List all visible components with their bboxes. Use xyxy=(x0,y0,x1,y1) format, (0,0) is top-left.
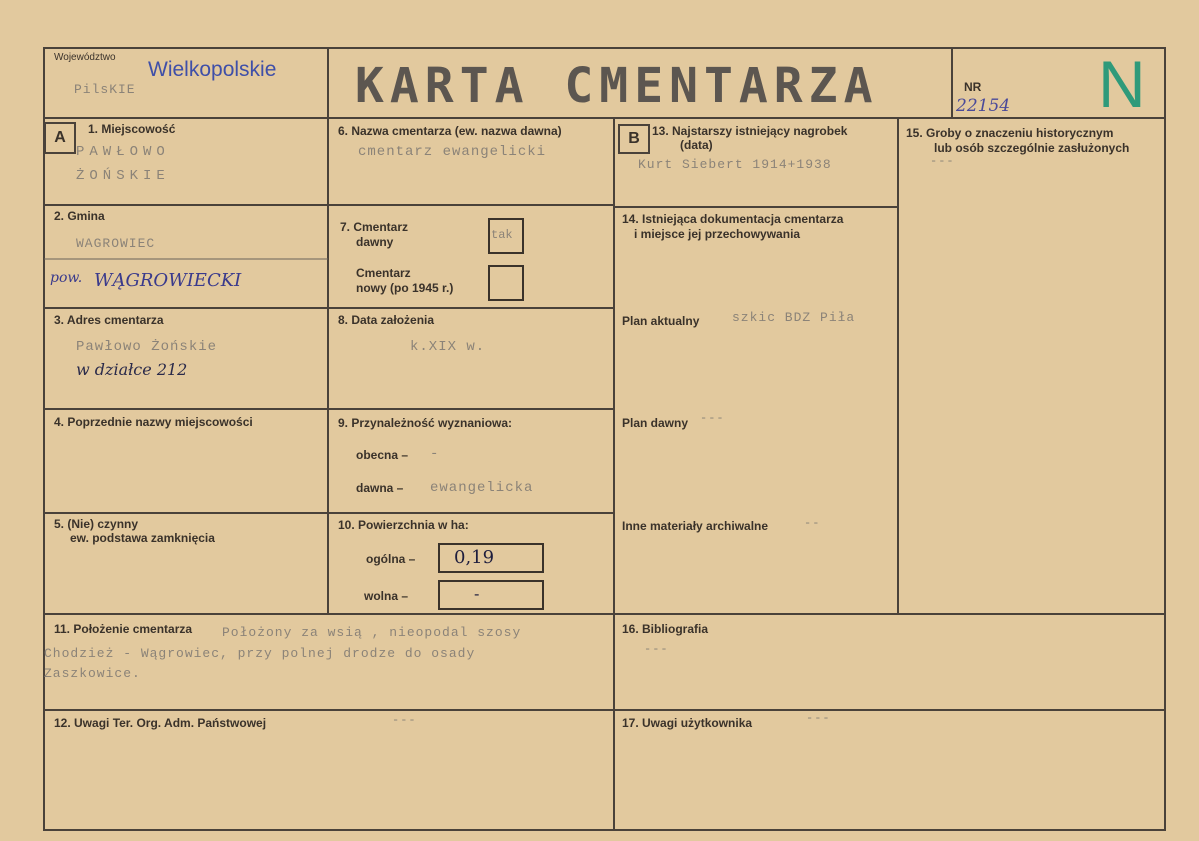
card-title: KARTA CMENTARZA xyxy=(355,58,879,114)
field-6-label: 6. Nazwa cmentarza (ew. nazwa dawna) xyxy=(338,124,562,138)
field-11-label: 11. Położenie cmentarza xyxy=(54,622,193,636)
field-10-ogolna-label: ogólna – xyxy=(366,552,416,566)
field-9-dawna-value: ewangelicka xyxy=(430,480,534,496)
field-15-value: --- xyxy=(930,154,955,168)
nr-value: 22154 xyxy=(956,96,1011,116)
field-4-label: 4. Poprzednie nazwy miejscowości xyxy=(54,415,253,429)
field-2-hand: WĄGROWIECKI xyxy=(94,270,242,291)
field-16-value: --- xyxy=(644,642,669,656)
field-1-line1: PAWŁOWO xyxy=(76,144,170,160)
field-12-value: --- xyxy=(392,713,417,727)
wojewodztwo-label: Województwo xyxy=(54,52,116,63)
field-3-typed: Pawłowo Żońskie xyxy=(76,339,218,355)
field-10-label: 10. Powierzchnia w ha: xyxy=(338,518,469,532)
inne-materialy-value: -- xyxy=(804,516,821,530)
field-7-label2: dawny xyxy=(356,235,394,249)
section-b-letter: B xyxy=(618,124,650,154)
plan-dawny-label: Plan dawny xyxy=(622,416,689,430)
field-7-checkbox-value: tak xyxy=(491,228,513,242)
field-10-ogolna-value: 0,19 xyxy=(454,547,495,568)
field-13-label2: (data) xyxy=(680,138,713,152)
wojewodztwo-stamp: Wielkopolskie xyxy=(148,58,277,81)
field-14-label2: i miejsce jej przechowywania xyxy=(634,227,801,241)
field-14-label1: 14. Istniejąca dokumentacja cmentarza xyxy=(622,212,844,226)
field-2-hand-prefix: pow. xyxy=(50,270,83,286)
field-13-value: Kurt Siebert 1914+1938 xyxy=(638,157,832,172)
field-17-value: --- xyxy=(806,711,831,725)
field-3-hand: w działce 212 xyxy=(76,360,188,379)
field-9-label: 9. Przynależność wyznaniowa: xyxy=(338,416,513,430)
field-6-value: cmentarz ewangelicki xyxy=(358,144,547,160)
field-3-label: 3. Adres cmentarza xyxy=(54,313,164,327)
field-7-checkbox xyxy=(488,218,524,254)
field-10-wolna-box xyxy=(438,580,544,610)
field-11-line2: Chodzież - Wągrowiec, przy polnej drodze do osady xyxy=(44,646,476,661)
field-5-label: 5. (Nie) czynny xyxy=(54,517,139,531)
field-12-label: 12. Uwagi Ter. Org. Adm. Państwowej xyxy=(54,716,267,730)
field-11-line3: Zaszkowice. xyxy=(44,666,141,681)
nr-label: NR xyxy=(964,80,982,94)
field-11-line1: Położony za wsią , nieopodal szosy xyxy=(222,625,522,640)
section-a-letter: A xyxy=(44,122,76,154)
field-15-label1: 15. Groby o znaczeniu historycznym xyxy=(906,126,1114,140)
field-2-label: 2. Gmina xyxy=(54,209,105,223)
field-15-label2: lub osób szczególnie zasłużonych xyxy=(934,141,1130,155)
inne-materialy-label: Inne materiały archiwalne xyxy=(622,519,769,533)
field-13-label1: 13. Najstarszy istniejący nagrobek xyxy=(652,124,848,138)
field-17-label: 17. Uwagi użytkownika xyxy=(622,716,753,730)
field-7b-label1: Cmentarz xyxy=(356,266,411,280)
wojewodztwo-typed: PilsKIE xyxy=(74,82,136,97)
field-9-dawna-label: dawna – xyxy=(356,481,404,495)
plan-dawny-value: --- xyxy=(700,411,725,425)
field-10-wolna-value: - xyxy=(474,584,480,603)
field-2-typed: WAGROWIEC xyxy=(76,236,156,251)
field-1-label: 1. Miejscowość xyxy=(88,122,176,136)
field-8-label: 8. Data założenia xyxy=(338,313,435,327)
field-9-obecna-value: - xyxy=(430,446,440,462)
field-5-sub: ew. podstawa zamknięcia xyxy=(70,531,215,545)
field-7-label1: 7. Cmentarz xyxy=(340,220,409,234)
field-7b-label2: nowy (po 1945 r.) xyxy=(356,281,454,295)
field-9-obecna-label: obecna – xyxy=(356,448,409,462)
field-10-wolna-label: wolna – xyxy=(364,589,409,603)
field-16-label: 16. Bibliografia xyxy=(622,622,709,636)
plan-aktualny-label: Plan aktualny xyxy=(622,314,700,328)
category-mark: N xyxy=(1098,47,1146,121)
field-7b-checkbox xyxy=(488,265,524,301)
plan-aktualny-value: szkic BDZ Piła xyxy=(732,310,856,325)
field-8-value: k.XIX w. xyxy=(410,339,486,355)
field-1-line2: ŻOŃSKIE xyxy=(76,168,170,184)
field-10-ogolna-box xyxy=(438,543,544,573)
